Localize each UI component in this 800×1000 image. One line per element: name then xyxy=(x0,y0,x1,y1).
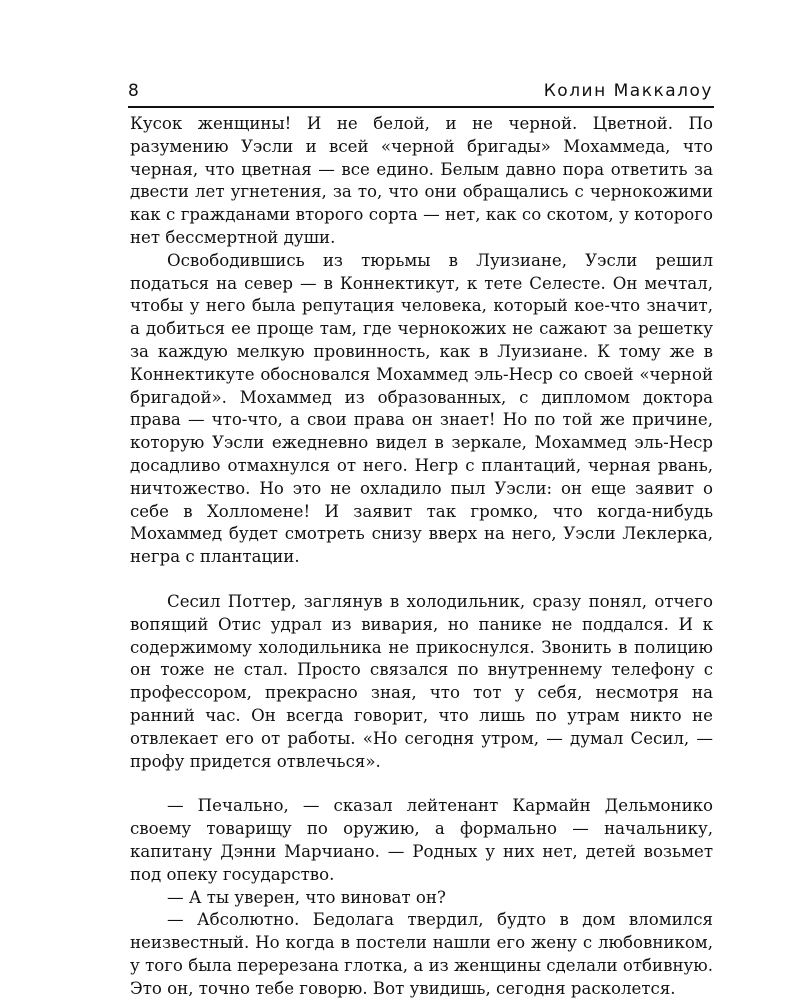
page-number: 8 xyxy=(128,81,141,101)
running-head xyxy=(128,78,713,108)
paragraph: Кусок женщины! И не белой, и не черной. Цветной. По разумению Уэсли и всей «черной бригады» Мохаммеда, что черная, что цветная — все едино. Белым давно пора ответить за двести лет угнетения, за то, что они обращались с чернокожими как с гражданами второго сорта — нет, как со скотом, у которого нет бессмертной души. xyxy=(130,114,713,247)
dialogue-paragraph: — Абсолютно. Бедолага твердил, будто в дом вломился неизвестный. Но когда в постели нашли его жену с любовником, у того была перерезана глотка, а из женщины сделали отбивную. Это он, точно тебе говорю. Вот увидишь, сегодня расколется. xyxy=(130,910,713,998)
author-name: Колин Маккалоу xyxy=(543,81,713,101)
dialogue-paragraph: — А ты уверен, что виноват он? xyxy=(167,887,446,907)
body-text xyxy=(130,113,713,1000)
dialogue-paragraph: — Печально, — сказал лейтенант Кармайн Дельмонико своему товарищу по оружию, а формально — начальнику, капитану Дэнни Марчиано. — Родных у них нет, детей возьмет под опеку государство. xyxy=(130,796,713,884)
header-rule xyxy=(128,106,714,108)
paragraph: Освободившись из тюрьмы в Луизиане, Уэсли решил податься на север — в Коннектикут, к тете Селесте. Он мечтал, чтобы у него была репутация человека, который кое-что значит, а добиться ее проще там, где чернокожих не сажают за решетку за каждую мелкую провинность, как в Луизиане. К тому же в Коннектикуте обосновался Мохаммед эль-Неср со своей «черной бригадой». Мохаммед из образованных, с дипломом доктора права — что-что, а свои права он знает! Но по той же причине, которую Уэсли ежедневно видел в зеркале, Мохаммед эль-Неср досадливо отмахнулся от него. Негр с плантаций, черная рвань, ничтожество. Но это не охладило пыл Уэсли: он еще заявит о себе в Холломене! И заявит так громко, что когда-нибудь Мохаммед будет смотреть снизу вверх на него, Уэсли Леклерка, негра с плантации. xyxy=(130,250,713,567)
paragraph: Сесил Поттер, заглянув в холодильник, сразу понял, отчего вопящий Отис удрал из вивария, но панике не поддался. И к содержимому холодильника не прикоснулся. Звонить в полицию он тоже не стал. Просто связался по внутреннему телефону с профессором, прекрасно зная, что тот у себя, несмотря на ранний час. Он всегда говорит, что лишь по утрам никто не отвлекает его от работы. «Но сегодня утром, — думал Сесил, — профу придется отвлечься». xyxy=(130,591,713,771)
